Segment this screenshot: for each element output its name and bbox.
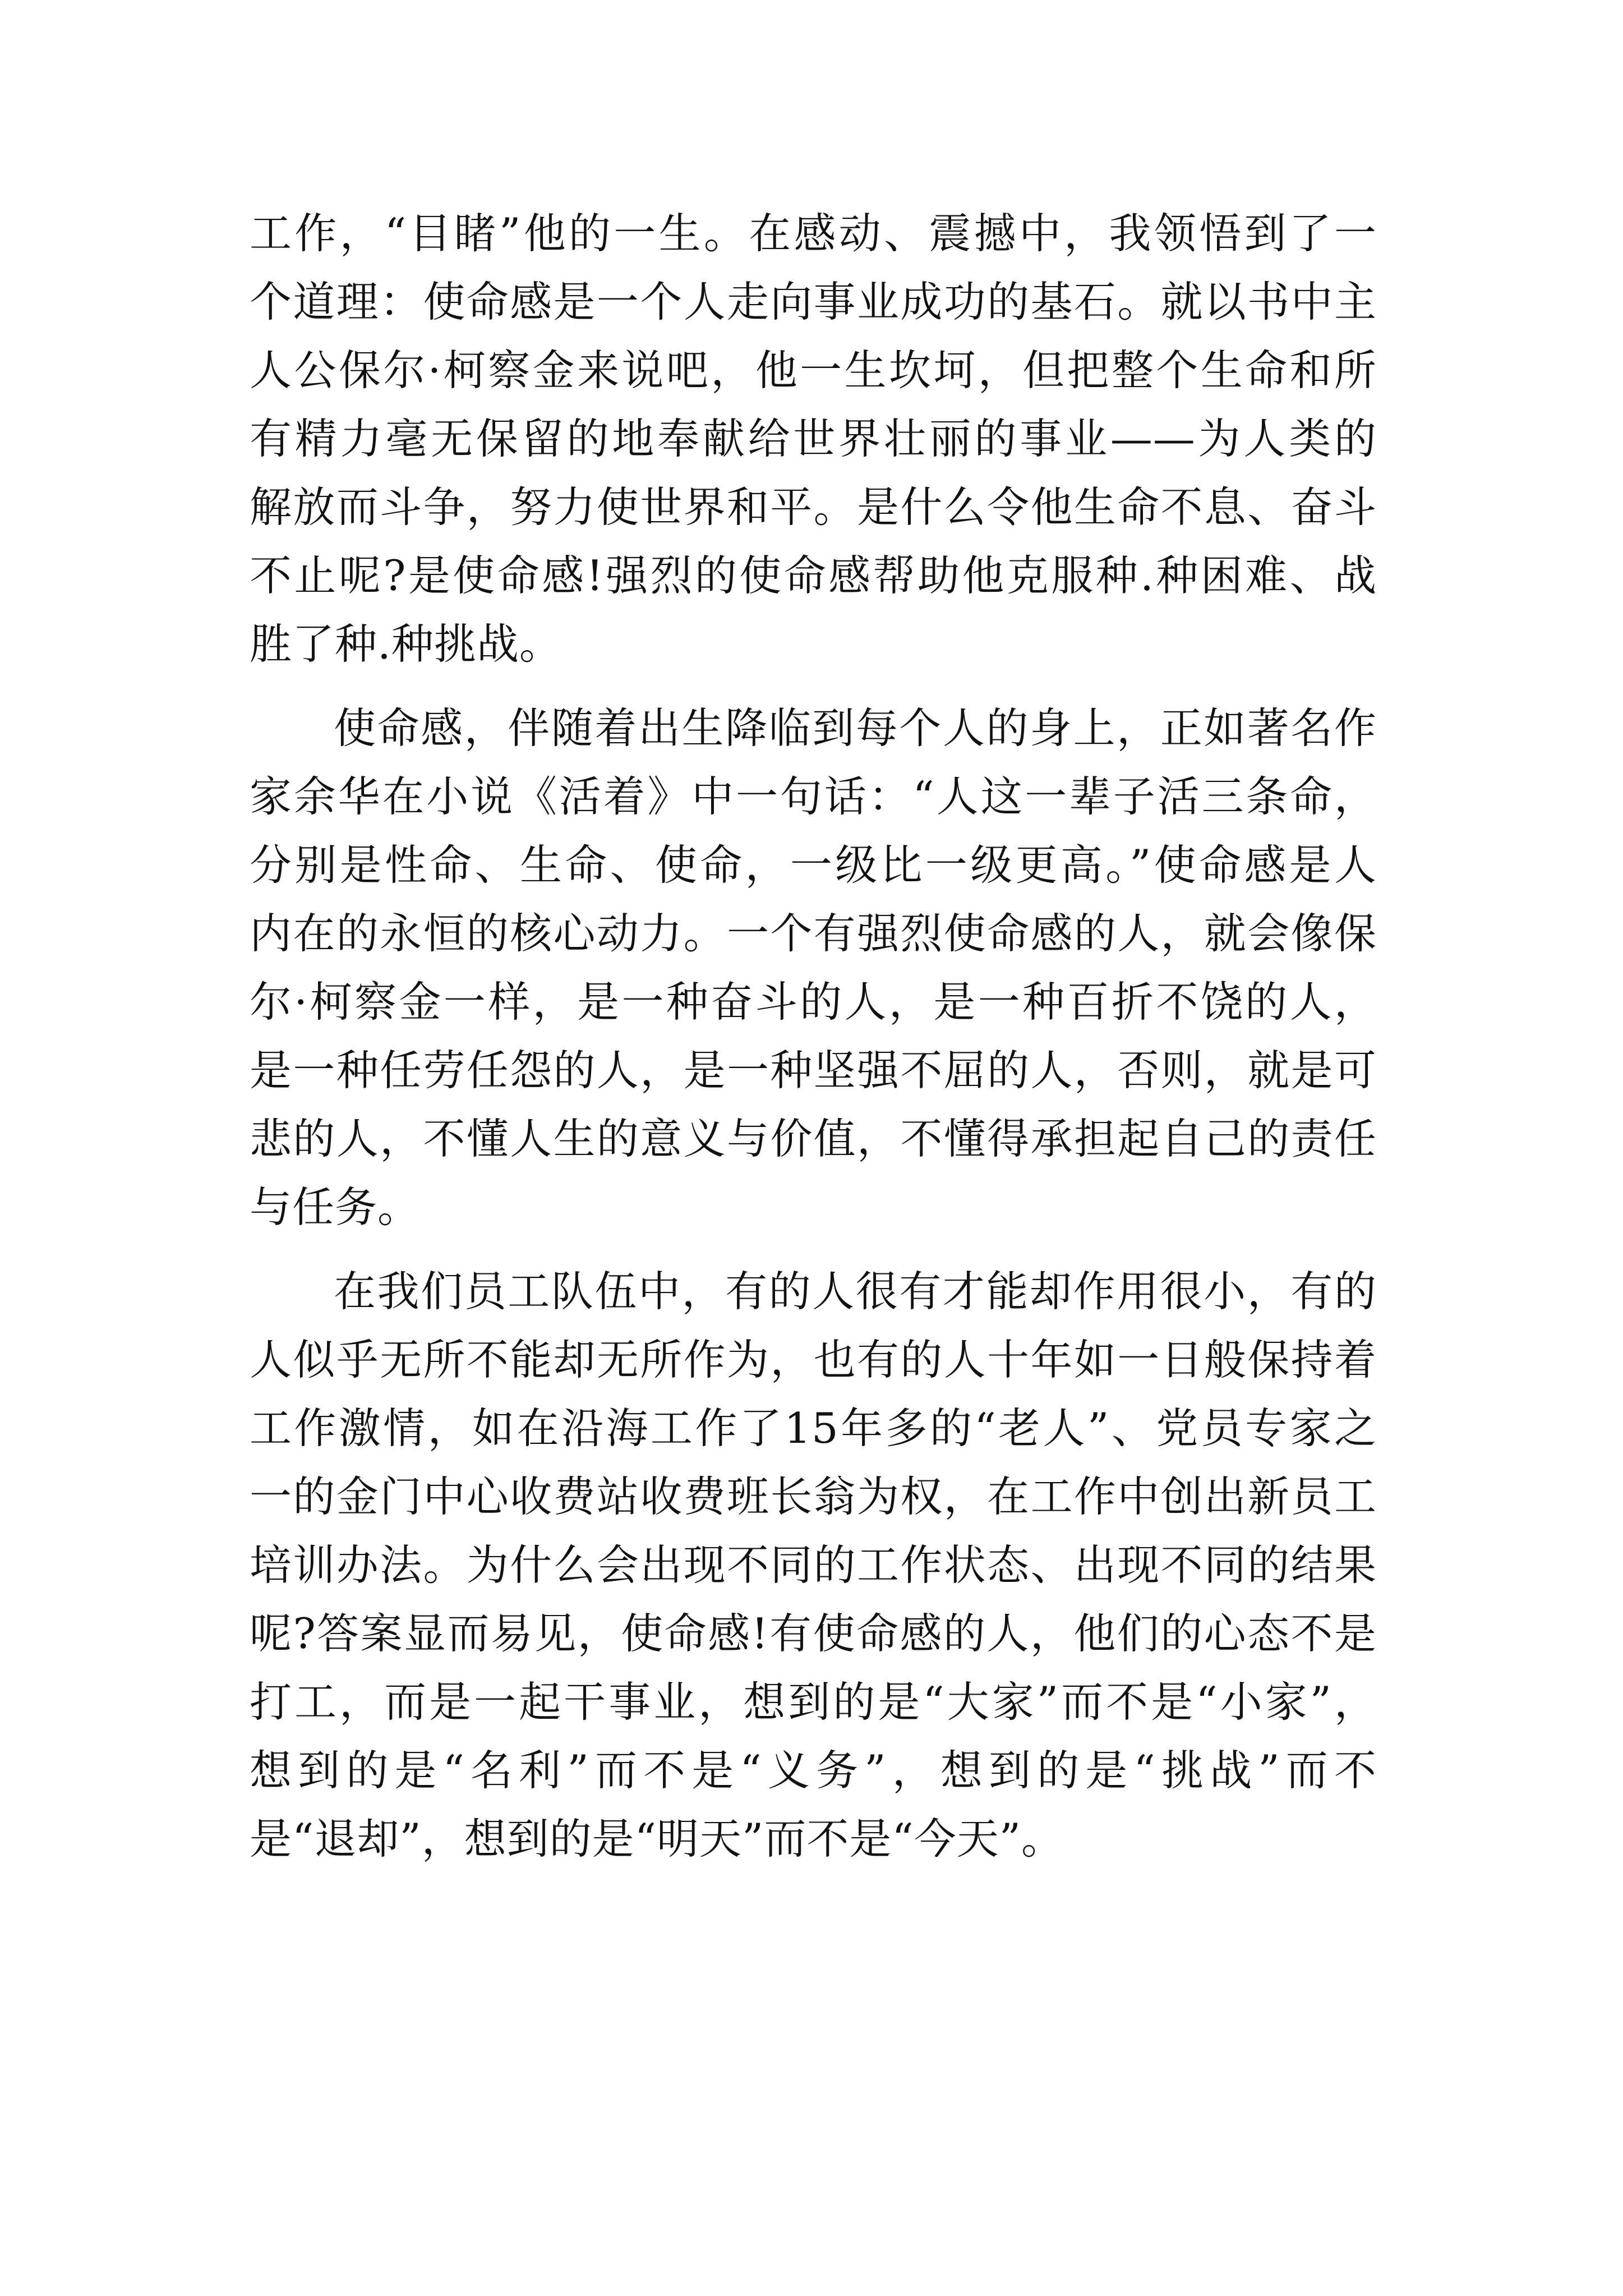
text-line: 是一种任劳任怨的人，是一种坚强不屈的人，否则，就是可 bbox=[250, 1046, 1377, 1095]
text-line: 一的金门中心收费站收费班长翁为权，在工作中创出新员工 bbox=[250, 1472, 1377, 1521]
text-line: 工作，“目睹”他的一生。在感动、震撼中，我领悟到了一 bbox=[250, 209, 1377, 258]
text-line: 悲的人，不懂人生的意义与价值，不懂得承担起自己的责任 bbox=[250, 1114, 1377, 1163]
text-line: 培训办法。为什么会出现不同的工作状态、出现不同的结果 bbox=[250, 1540, 1377, 1590]
text-line: 呢?答案显而易见，使命感!有使命感的人，他们的心态不是 bbox=[250, 1609, 1377, 1658]
text-line: 解放而斗争，努力使世界和平。是什么令他生命不息、奋斗 bbox=[250, 482, 1377, 532]
text-line: 人似乎无所不能却无所作为，也有的人十年如一日般保持着 bbox=[250, 1335, 1377, 1384]
text-line: 使命感，伴随着出生降临到每个人的身上，正如著名作 bbox=[334, 703, 1377, 753]
text-line: 不止呢?是使命感!强烈的使命感帮助他克服种.种困难、战 bbox=[250, 551, 1377, 600]
text-line: 分别是性命、生命、使命，一级比一级更高。”使命感是人 bbox=[250, 840, 1377, 890]
text-line: 内在的永恒的核心动力。一个有强烈使命感的人，就会像保 bbox=[250, 909, 1377, 958]
text-line: 尔·柯察金一样，是一种奋斗的人，是一种百折不饶的人， bbox=[250, 977, 1377, 1027]
text-line: 胜了种.种挑战。 bbox=[250, 619, 562, 669]
document-body bbox=[250, 199, 1377, 1889]
text-line: 想到的是“名利”而不是“义务”，想到的是“挑战”而不 bbox=[250, 1746, 1377, 1795]
text-line: 是“退却”，想到的是“明天”而不是“今天”。 bbox=[250, 1814, 1064, 1864]
text-line: 有精力毫无保留的地奉献给世界壮丽的事业——为人类的 bbox=[250, 414, 1377, 463]
paragraph-1 bbox=[250, 199, 1377, 678]
text-line: 打工，而是一起干事业，想到的是“大家”而不是“小家”， bbox=[250, 1677, 1377, 1727]
paragraph-3 bbox=[250, 1257, 1377, 1873]
text-line: 个道理：使命感是一个人走向事业成功的基石。就以书中主 bbox=[250, 277, 1377, 326]
text-line: 家余华在小说《活着》中一句话：“人这一辈子活三条命， bbox=[250, 772, 1377, 821]
text-line: 工作激情，如在沿海工作了15年多的“老人”、党员专家之 bbox=[250, 1404, 1377, 1453]
text-line: 人公保尔·柯察金来说吧，他一生坎坷，但把整个生命和所 bbox=[250, 346, 1377, 395]
text-line: 在我们员工队伍中，有的人很有才能却作用很小，有的 bbox=[334, 1267, 1377, 1316]
paragraph-2 bbox=[250, 694, 1377, 1241]
text-line: 与任务。 bbox=[250, 1182, 421, 1232]
